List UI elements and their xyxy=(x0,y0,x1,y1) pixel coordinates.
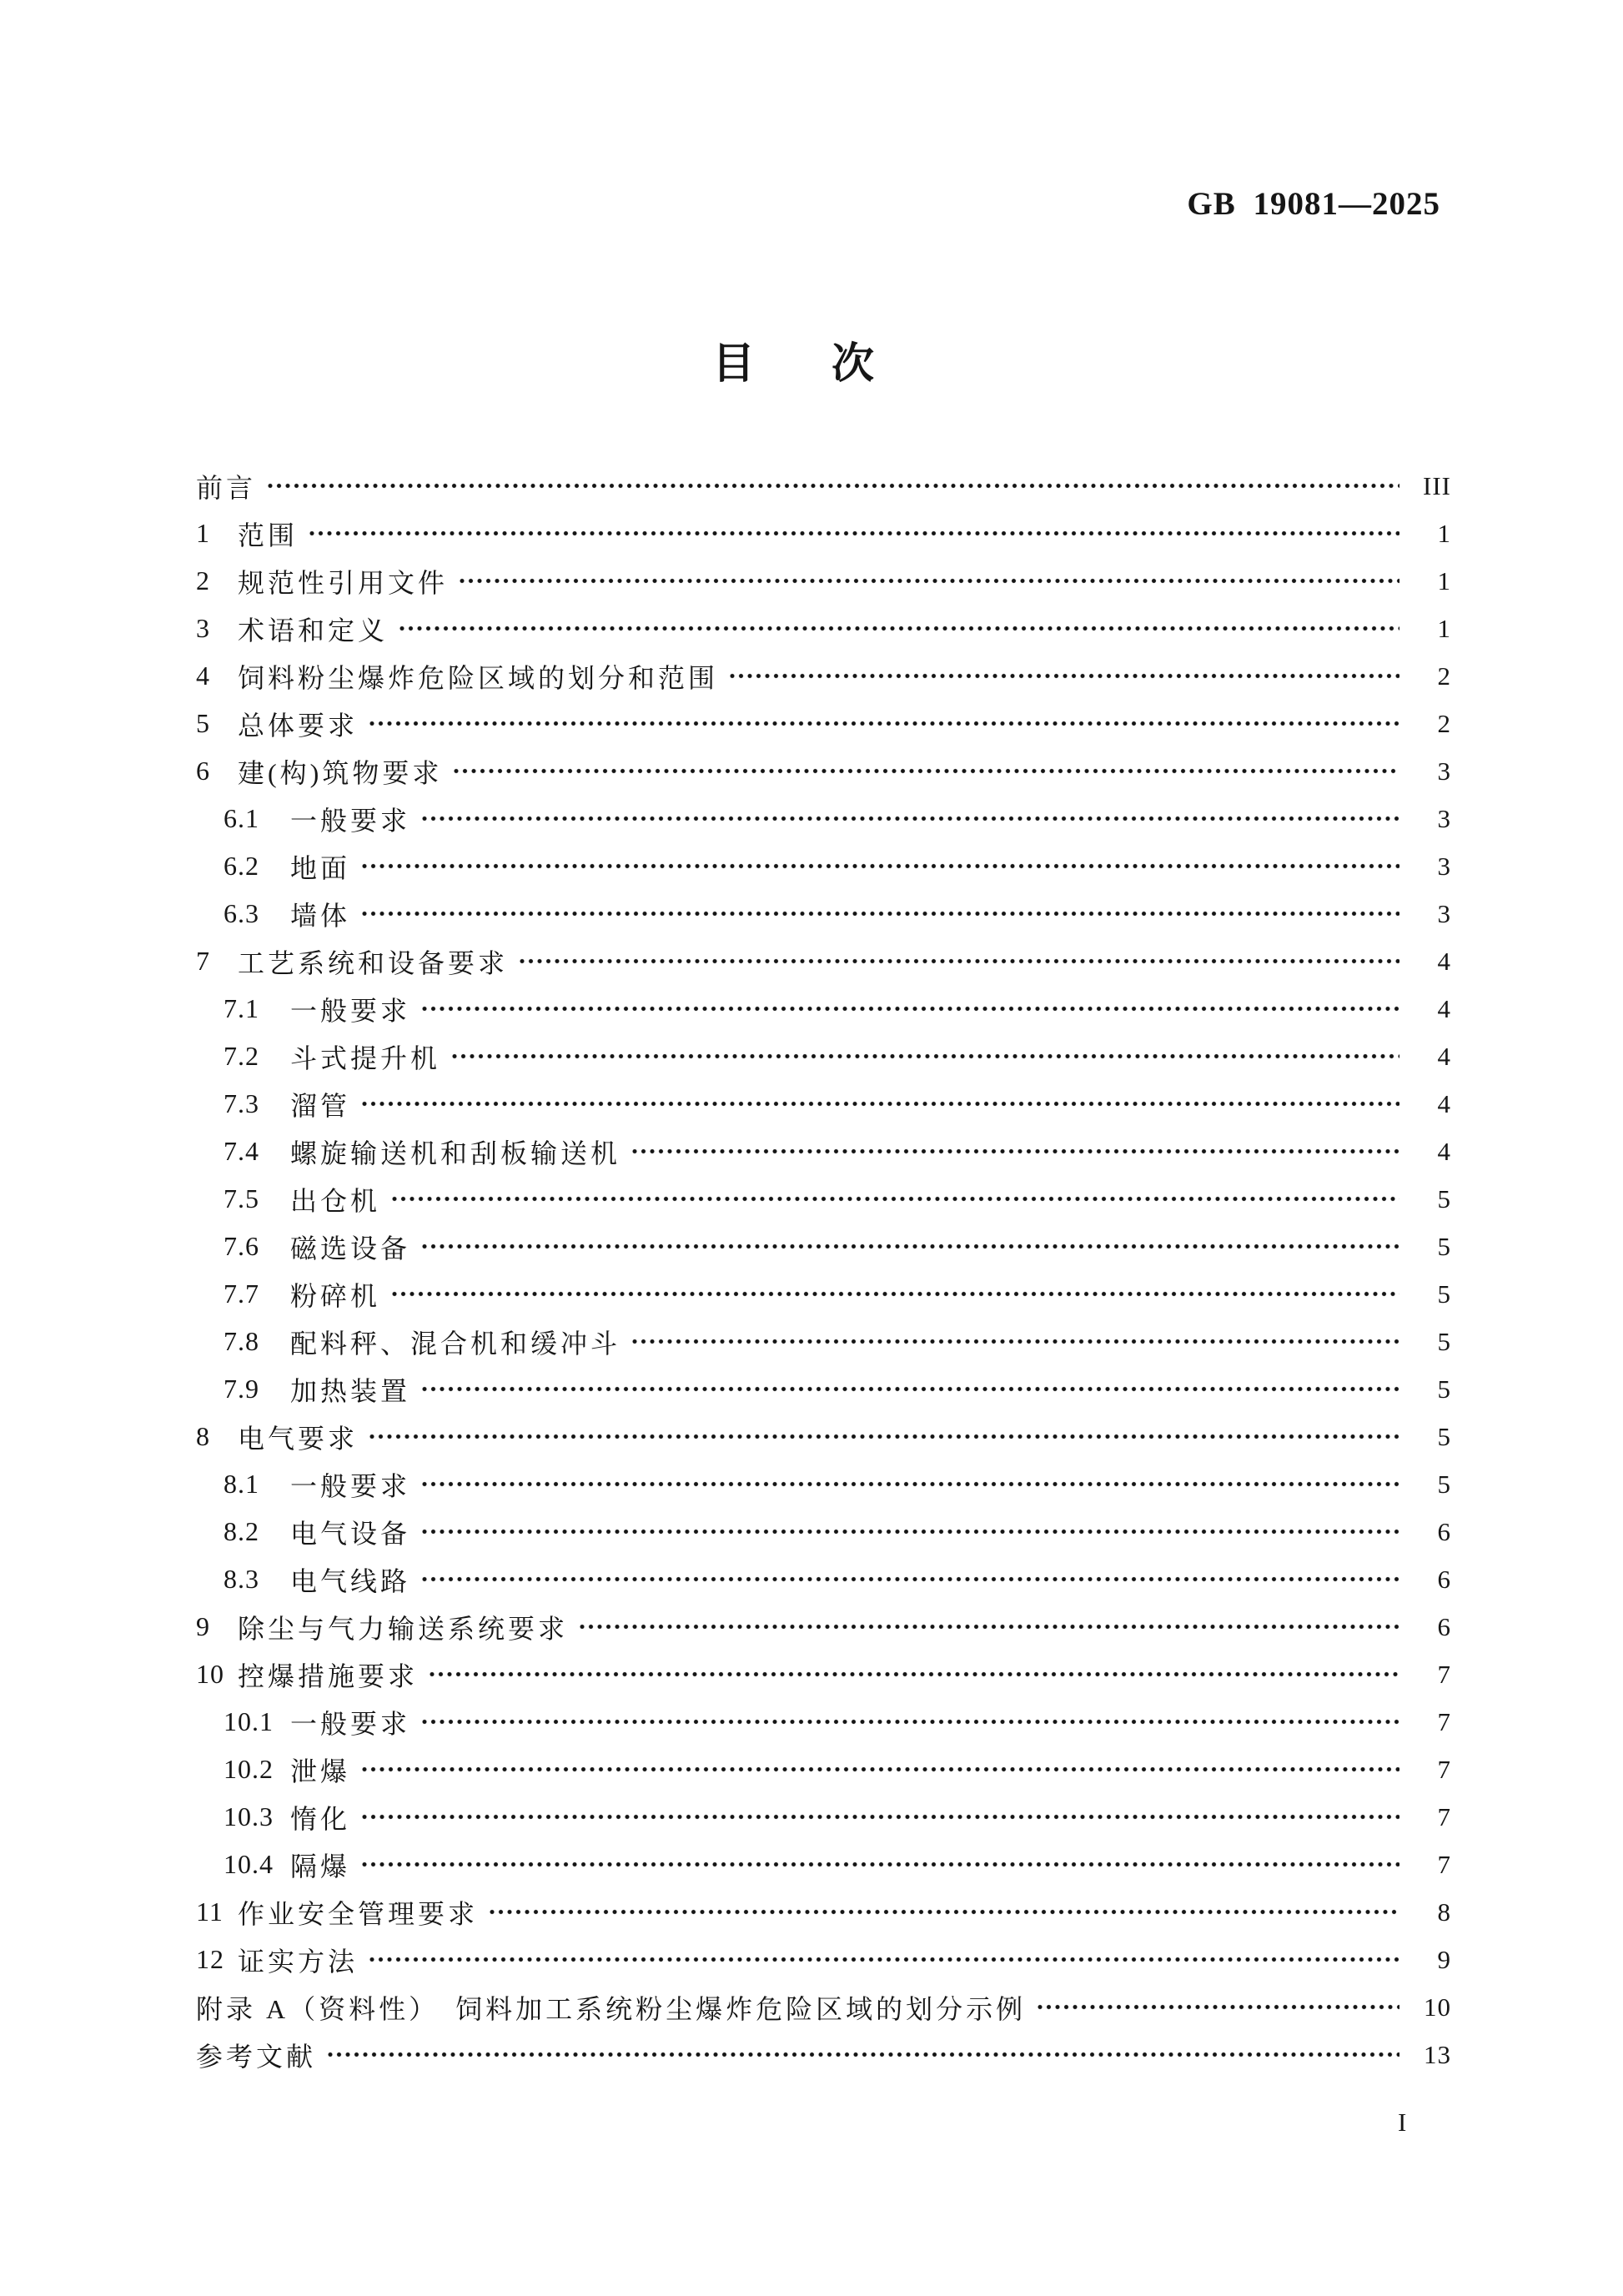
toc-entry-page: 4 xyxy=(1437,993,1451,1023)
toc-entry-label: 参考文献 xyxy=(196,2041,317,2072)
toc-entry-number: 2 xyxy=(196,565,210,595)
toc-leader-dots xyxy=(266,462,1399,510)
toc-entry-label: 惰化 xyxy=(290,1803,351,1834)
toc-list xyxy=(196,462,1451,2078)
toc-entry[interactable] xyxy=(196,937,1451,985)
toc-entry-label: 一般要求 xyxy=(290,1708,411,1739)
toc-entry-number: 10.3 xyxy=(224,1801,274,1831)
toc-entry-number: 7.7 xyxy=(224,1279,259,1309)
toc-entry-number: 4 xyxy=(196,661,210,691)
toc-entry-label: 规范性引用文件 xyxy=(238,567,449,598)
toc-leader-dots xyxy=(420,1698,1399,1746)
toc-entry-label: 范围 xyxy=(238,520,299,550)
toc-entry-label: 斗式提升机 xyxy=(290,1042,441,1073)
toc-entry-page: 1 xyxy=(1437,518,1451,548)
toc-entry-label: 饲料粉尘爆炸危险区域的划分和范围 xyxy=(238,662,719,693)
toc-entry[interactable] xyxy=(196,1365,1451,1413)
toc-entry-page: 4 xyxy=(1437,946,1451,976)
toc-entry-page: 7 xyxy=(1437,1706,1451,1736)
toc-leader-dots xyxy=(368,1413,1399,1460)
toc-entry-label: 加热装置 xyxy=(290,1375,411,1406)
toc-entry-number: 7.3 xyxy=(224,1088,259,1118)
toc-leader-dots xyxy=(420,1460,1399,1508)
toc-leader-dots xyxy=(420,1223,1399,1270)
toc-entry-number: 7.4 xyxy=(224,1136,259,1166)
toc-leader-dots xyxy=(360,1793,1399,1841)
toc-leader-dots xyxy=(360,1841,1399,1888)
toc-entry-label: 电气线路 xyxy=(290,1565,411,1596)
toc-entry-label: 前言 xyxy=(196,472,257,503)
toc-leader-dots xyxy=(360,890,1399,937)
toc-entry-number: 1 xyxy=(196,518,210,548)
toc-entry-page: 6 xyxy=(1437,1516,1451,1546)
toc-leader-dots xyxy=(631,1128,1399,1175)
toc-entry-number: 8.3 xyxy=(224,1564,259,1594)
page-title-char-first: 目 xyxy=(711,341,755,388)
toc-entry[interactable] xyxy=(196,1270,1451,1318)
toc-entry-page: 9 xyxy=(1437,1944,1451,1974)
toc-entry-label: 作业安全管理要求 xyxy=(238,1898,479,1929)
toc-entry-number: 10.1 xyxy=(224,1706,274,1736)
toc-leader-dots xyxy=(428,1650,1399,1698)
toc-leader-dots xyxy=(578,1603,1399,1650)
toc-entry-page: 3 xyxy=(1437,851,1451,881)
toc-leader-dots xyxy=(368,1936,1399,1983)
toc-leader-dots xyxy=(390,1175,1399,1223)
toc-entry-label: 隔爆 xyxy=(290,1851,351,1882)
toc-entry-page: 7 xyxy=(1437,1801,1451,1831)
toc-entry-number: 6.3 xyxy=(224,898,259,928)
toc-entry-number: 7.1 xyxy=(224,993,259,1023)
toc-entry[interactable] xyxy=(196,1413,1451,1460)
toc-leader-dots xyxy=(452,747,1399,795)
toc-entry-page: 5 xyxy=(1437,1326,1451,1356)
toc-leader-dots xyxy=(420,985,1399,1032)
toc-leader-dots xyxy=(360,1080,1399,1128)
toc-leader-dots xyxy=(390,1270,1399,1318)
toc-entry[interactable] xyxy=(196,1983,1451,2031)
toc-entry-label: 附录 A（资料性） 饲料加工系统粉尘爆炸危险区域的划分示例 xyxy=(196,1993,1027,2024)
toc-entry-number: 5 xyxy=(196,708,210,738)
toc-entry-page: 5 xyxy=(1437,1469,1451,1499)
toc-entry-page: 8 xyxy=(1437,1897,1451,1927)
toc-entry[interactable] xyxy=(196,1888,1451,1936)
toc-entry-number: 7.9 xyxy=(224,1374,259,1404)
toc-entry-page: 4 xyxy=(1437,1136,1451,1166)
toc-leader-dots xyxy=(450,1032,1399,1080)
toc-leader-dots xyxy=(420,795,1399,842)
toc-entry-number: 7 xyxy=(196,946,210,976)
toc-entry[interactable] xyxy=(196,985,1451,1032)
toc-entry-number: 10.4 xyxy=(224,1849,274,1879)
toc-entry-label: 溜管 xyxy=(290,1090,351,1121)
toc-entry-page: 7 xyxy=(1437,1659,1451,1689)
toc-entry[interactable] xyxy=(196,1650,1451,1698)
toc-entry[interactable] xyxy=(196,1175,1451,1223)
toc-entry-number: 6.1 xyxy=(224,803,259,833)
toc-entry[interactable] xyxy=(196,1793,1451,1841)
toc-leader-dots xyxy=(326,2031,1399,2078)
toc-entry[interactable] xyxy=(196,557,1451,605)
toc-entry[interactable] xyxy=(196,462,1451,510)
toc-entry[interactable] xyxy=(196,1223,1451,1270)
toc-entry-number: 3 xyxy=(196,613,210,643)
standard-number: GB 19081—2025 xyxy=(1187,186,1440,222)
toc-entry-page: 4 xyxy=(1437,1041,1451,1071)
toc-entry[interactable] xyxy=(196,795,1451,842)
toc-entry[interactable] xyxy=(196,1746,1451,1793)
toc-leader-dots xyxy=(518,937,1399,985)
toc-leader-dots xyxy=(728,652,1399,700)
toc-entry-label: 控爆措施要求 xyxy=(238,1660,419,1691)
toc-leader-dots xyxy=(631,1318,1399,1365)
toc-entry[interactable] xyxy=(196,700,1451,747)
toc-entry-label: 磁选设备 xyxy=(290,1233,411,1264)
toc-leader-dots xyxy=(1036,1983,1399,2031)
toc-entry[interactable] xyxy=(196,1508,1451,1555)
toc-entry[interactable] xyxy=(196,1936,1451,1983)
toc-leader-dots xyxy=(398,605,1399,652)
toc-leader-dots xyxy=(308,510,1399,557)
toc-entry-label: 建(构)筑物要求 xyxy=(238,757,443,788)
toc-entry-label: 一般要求 xyxy=(290,1470,411,1501)
toc-entry[interactable] xyxy=(196,605,1451,652)
toc-entry[interactable] xyxy=(196,1128,1451,1175)
page-title xyxy=(0,329,1605,390)
toc-entry-page: 5 xyxy=(1437,1279,1451,1309)
toc-entry[interactable] xyxy=(196,652,1451,700)
toc-entry-page: 5 xyxy=(1437,1231,1451,1261)
toc-entry-number: 8.1 xyxy=(224,1469,259,1499)
toc-entry-page: 5 xyxy=(1437,1421,1451,1451)
toc-entry[interactable] xyxy=(196,1841,1451,1888)
toc-entry-page: 3 xyxy=(1437,898,1451,928)
toc-entry-page: 13 xyxy=(1424,2039,1451,2069)
toc-entry-label: 粉碎机 xyxy=(290,1280,381,1311)
toc-entry-label: 证实方法 xyxy=(238,1946,359,1977)
toc-entry-number: 8.2 xyxy=(224,1516,259,1546)
toc-entry-label: 工艺系统和设备要求 xyxy=(238,947,509,978)
toc-entry-page: 4 xyxy=(1437,1088,1451,1118)
toc-entry[interactable] xyxy=(196,1032,1451,1080)
toc-entry-page: 10 xyxy=(1424,1992,1451,2022)
toc-entry-number: 11 xyxy=(196,1897,224,1927)
toc-entry-number: 8 xyxy=(196,1421,210,1451)
toc-entry-page: 1 xyxy=(1437,565,1451,595)
toc-entry-label: 泄爆 xyxy=(290,1756,351,1786)
toc-entry[interactable] xyxy=(196,842,1451,890)
toc-entry-page: 7 xyxy=(1437,1754,1451,1784)
toc-entry-label: 术语和定义 xyxy=(238,615,389,646)
toc-entry[interactable] xyxy=(196,1460,1451,1508)
toc-entry[interactable] xyxy=(196,1080,1451,1128)
toc-entry-page: 6 xyxy=(1437,1564,1451,1594)
toc-entry-number: 6 xyxy=(196,756,210,786)
toc-entry-label: 一般要求 xyxy=(290,805,411,836)
toc-entry-label: 电气要求 xyxy=(238,1423,359,1454)
toc-entry-number: 7.8 xyxy=(224,1326,259,1356)
toc-entry-number: 7.2 xyxy=(224,1041,259,1071)
toc-entry-label: 电气设备 xyxy=(290,1518,411,1549)
footer-page-number: I xyxy=(1398,2108,1407,2137)
toc-entry-page: 3 xyxy=(1437,756,1451,786)
toc-entry[interactable] xyxy=(196,1698,1451,1746)
toc-leader-dots xyxy=(360,842,1399,890)
toc-entry-label: 一般要求 xyxy=(290,995,411,1026)
toc-leader-dots xyxy=(360,1746,1399,1793)
toc-leader-dots xyxy=(368,700,1399,747)
toc-entry[interactable] xyxy=(196,1318,1451,1365)
toc-entry-page: 5 xyxy=(1437,1183,1451,1213)
toc-entry-label: 出仓机 xyxy=(290,1185,381,1216)
toc-entry-number: 7.6 xyxy=(224,1231,259,1261)
toc-entry-page: 2 xyxy=(1437,661,1451,691)
toc-entry[interactable] xyxy=(196,1555,1451,1603)
page-title-char-second: 次 xyxy=(832,341,875,388)
toc-entry[interactable] xyxy=(196,747,1451,795)
toc-entry-page: III xyxy=(1423,470,1451,500)
toc-entry[interactable] xyxy=(196,510,1451,557)
toc-entry-label: 配料秤、混合机和缓冲斗 xyxy=(290,1328,621,1359)
toc-leader-dots xyxy=(420,1555,1399,1603)
toc-leader-dots xyxy=(420,1365,1399,1413)
toc-entry-number: 10 xyxy=(196,1659,224,1689)
toc-entry-label: 地面 xyxy=(290,852,351,883)
toc-entry-number: 6.2 xyxy=(224,851,259,881)
toc-entry-page: 1 xyxy=(1437,613,1451,643)
toc-entry-label: 除尘与气力输送系统要求 xyxy=(238,1613,569,1644)
toc-entry-label: 墙体 xyxy=(290,900,351,931)
toc-entry[interactable] xyxy=(196,890,1451,937)
toc-entry-label: 总体要求 xyxy=(238,710,359,741)
toc-entry[interactable] xyxy=(196,1603,1451,1650)
toc-entry-number: 10.2 xyxy=(224,1754,274,1784)
toc-entry-page: 2 xyxy=(1437,708,1451,738)
toc-leader-dots xyxy=(420,1508,1399,1555)
toc-entry-page: 7 xyxy=(1437,1849,1451,1879)
toc-entry-page: 5 xyxy=(1437,1374,1451,1404)
toc-entry-number: 9 xyxy=(196,1611,210,1641)
toc-entry[interactable] xyxy=(196,2031,1451,2078)
toc-entry-label: 螺旋输送机和刮板输送机 xyxy=(290,1138,621,1168)
toc-entry-number: 12 xyxy=(196,1944,224,1974)
toc-entry-page: 3 xyxy=(1437,803,1451,833)
toc-entry-number: 7.5 xyxy=(224,1183,259,1213)
toc-leader-dots xyxy=(488,1888,1399,1936)
toc-leader-dots xyxy=(458,557,1399,605)
toc-entry-page: 6 xyxy=(1437,1611,1451,1641)
